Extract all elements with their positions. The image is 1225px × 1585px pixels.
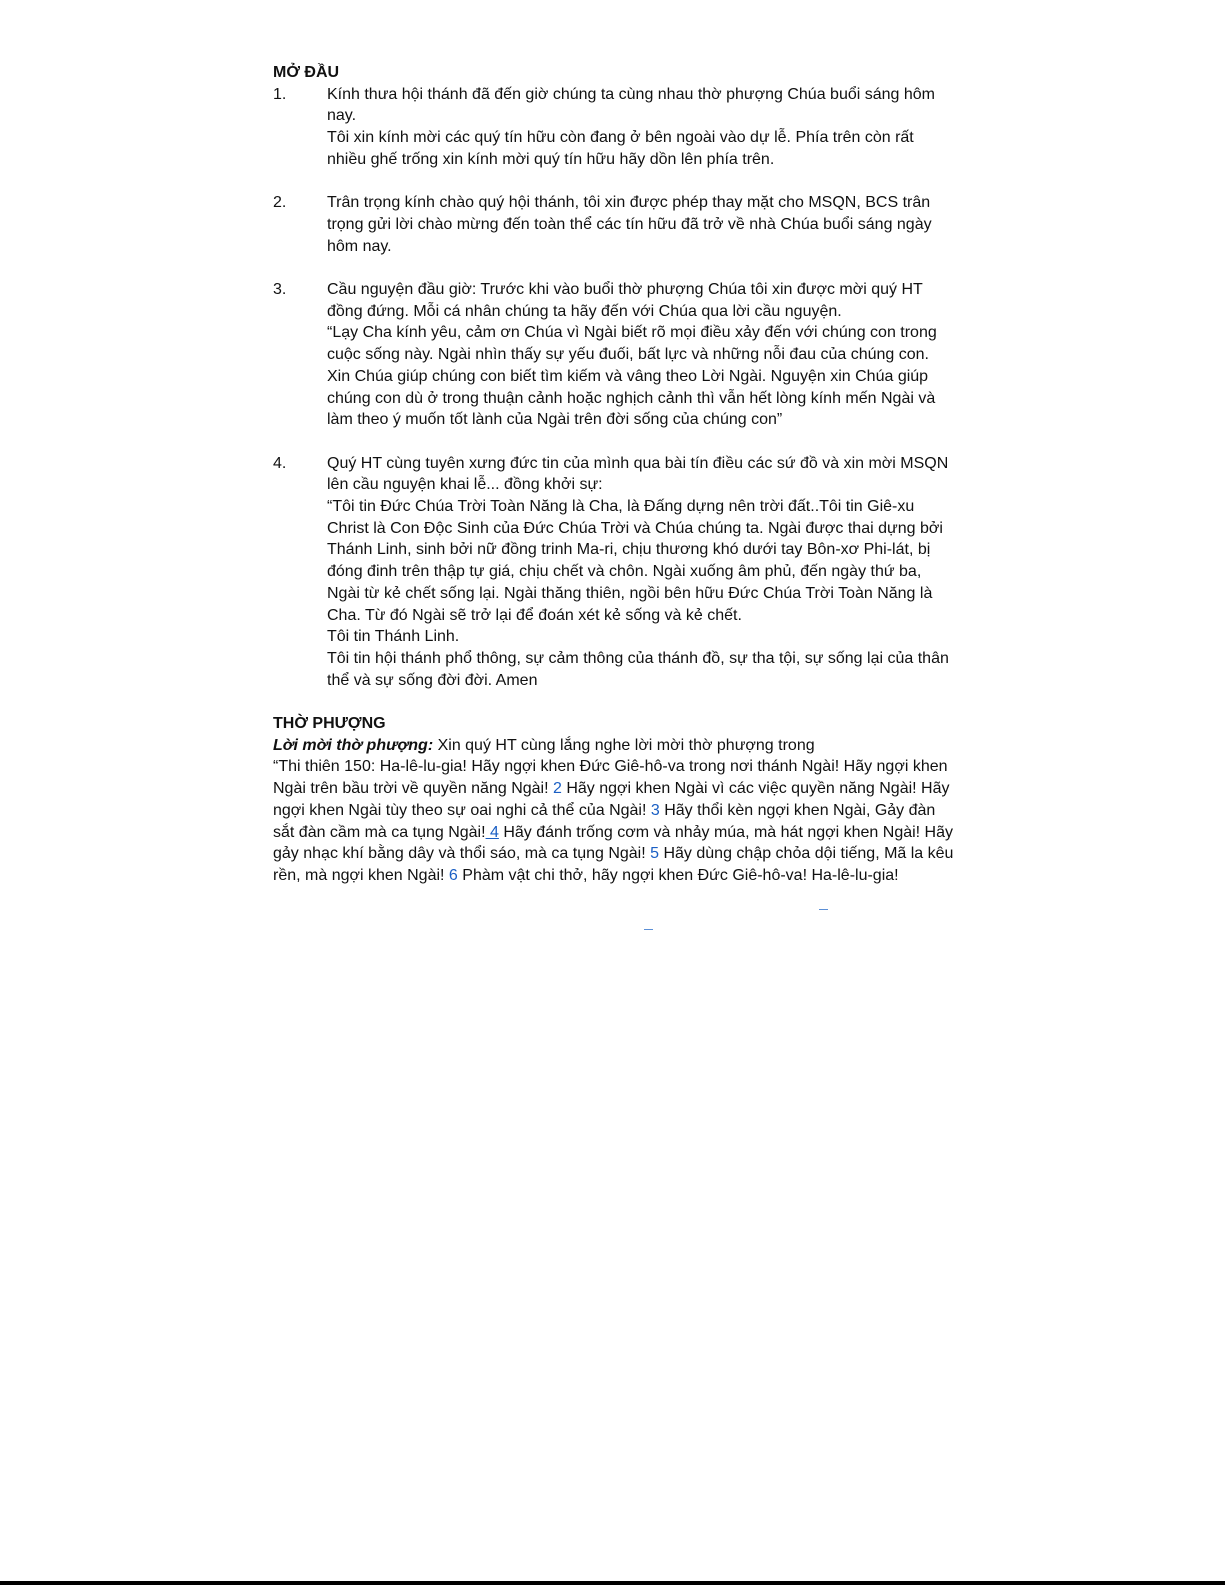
list-item (273, 279, 955, 431)
document-page (273, 62, 955, 887)
item-number: 1. (273, 85, 287, 103)
verse-number-link[interactable]: 5 (650, 845, 660, 863)
intro-heading: MỞ ĐẦU (273, 64, 340, 81)
list-item (273, 84, 955, 171)
list-item (273, 192, 955, 257)
verse-number-link[interactable]: 3 (650, 801, 660, 819)
verse-text: Hãy ngợi khen Ngài vì các việc quyền năng Ngài! Hãy ngợi khen Ngài tùy theo sự oai nghi cả thể của Ngài! (273, 780, 950, 819)
verse-text: Phàm vật chi thở, hãy ngợi khen Đức Giê-hô-va! Ha-lê-lu-gia! (457, 866, 899, 884)
worship-heading: THỜ PHƯỢNG (273, 715, 386, 733)
psalm-text (273, 756, 955, 886)
verse-number-link[interactable]: 2 (553, 780, 562, 798)
item-paragraph: Trân trọng kính chào quý hội thánh, tôi xin được phép thay mặt cho MSQN, BCS trân trọng gửi lời chào mừng đến toàn thể các tín hữu đã trở về nhà Chúa buổi sáng ngày hôm nay. (327, 194, 932, 255)
verse-text: Hãy thổi kèn ngợi khen Ngài, Gảy đàn sắt đàn cầm mà ca tụng Ngài! (273, 801, 936, 841)
item-number: 4. (273, 454, 287, 472)
stray-underline-mark (644, 929, 653, 930)
item-number: 2. (273, 194, 287, 212)
verse-text: Hãy dùng chập chỏa dội tiếng, Mã la kêu rền, mà ngợi khen Ngài! (273, 845, 954, 884)
verse-text: Hãy đánh trống cơm và nhảy múa, mà hát ngợi khen Ngài! Hãy gảy nhạc khí bằng dây và thổi sáo, mà ca tụng Ngài! (273, 823, 954, 863)
verse-number-link[interactable]: 4 (485, 823, 499, 841)
verse-number-link[interactable]: 6 (448, 866, 458, 884)
page-bottom-border (0, 1581, 1225, 1585)
item-paragraph: Tôi xin kính mời các quý tín hữu còn đang ở bên ngoài vào dự lễ. Phía trên còn rất nhiều ghế trống xin kính mời quý tín hữu hãy dồn lên phía trên. (327, 129, 914, 168)
stray-underline-mark (819, 909, 828, 910)
worship-section (273, 735, 955, 887)
item-paragraph: Tôi tin hội thánh phổ thông, sự cảm thông của thánh đồ, sự tha tội, sự sống lại của thân thể và sự sống đời đời. Amen (327, 649, 949, 689)
list-item (273, 453, 955, 692)
item-paragraph: Cầu nguyện đầu giờ: Trước khi vào buổi thờ phượng Chúa tôi xin được mời quý HT đồng đứng. Mỗi cá nhân chúng ta hãy đến với Chúa qua lời cầu nguyện. (327, 280, 923, 320)
item-paragraph: Quý HT cùng tuyên xưng đức tin của mình qua bài tín điều các sứ đồ và xin mời MSQN lên cầu nguyện khai lễ... đồng khởi sự: (327, 454, 949, 494)
psalm-open: “Thi thiên 150: Ha-lê-lu-gia! Hãy ngợi khen Đức Giê-hô-va trong nơi thánh Ngài! Hãy ngợi khen Ngài trên bầu trời về quyền năng Ngài! (273, 758, 948, 798)
item-paragraph: “Tôi tin Đức Chúa Trời Toàn Năng là Cha, là Đấng dựng nên trời đất..Tôi tin Giê-xu Christ là Con Độc Sinh của Đức Chúa Trời và Chúa chúng ta. Ngài được thai dựng bởi Thánh Linh, sinh bởi nữ đồng trinh Ma-ri, chịu thương khó dưới tay Bôn-xơ Phi-lát, bị đóng đinh trên thập tự giá, chịu chết và chôn. Ngài xuống âm phủ, đến ngày thứ ba, Ngài từ kẻ chết sống lại. Ngài thăng thiên, ngồi bên hữu Đức Chúa Trời Toàn Năng là Cha. Từ đó Ngài sẽ trở lại để đoán xét kẻ sống và kẻ chết. (327, 498, 943, 624)
item-paragraph: “Lạy Cha kính yêu, cảm ơn Chúa vì Ngài biết rõ mọi điều xảy đến với chúng con trong cuộc sống này. Ngài nhìn thấy sự yếu đuối, bất lực và những nỗi đau của chúng con. Xin Chúa giúp chúng con biết tìm kiếm và vâng theo Lời Ngài. Nguyện xin Chúa giúp chúng con dù ở trong thuận cảnh hoặc nghịch cảnh thì vẫn hết lòng kính mến Ngài và làm theo ý muốn tốt lành của Ngài trên đời sống của chúng con” (327, 324, 937, 429)
item-paragraph: Kính thưa hội thánh đã đến giờ chúng ta cùng nhau thờ phượng Chúa buổi sáng hôm nay. (327, 85, 935, 125)
invite-label: Lời mời thờ phượng: (273, 736, 434, 754)
worship-invite (273, 735, 955, 757)
invite-text: Xin quý HT cùng lắng nghe lời mời thờ phượng trong (433, 736, 815, 754)
item-number: 3. (273, 280, 287, 298)
item-paragraph: Tôi tin Thánh Linh. (327, 628, 460, 646)
